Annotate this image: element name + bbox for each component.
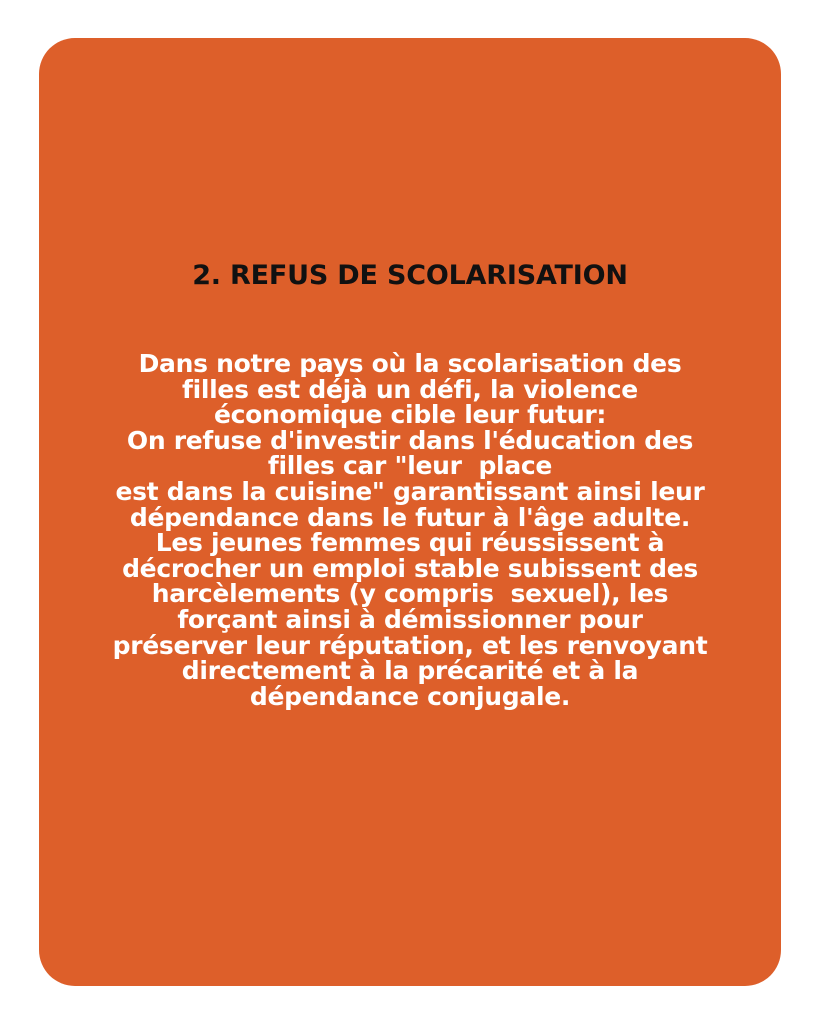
paragraph-line: dépendance conjugale. bbox=[249, 681, 571, 711]
paragraph-line: décrocher un emploi stable subissent des bbox=[122, 553, 698, 583]
card-title: 2. REFUS DE SCOLARISATION bbox=[192, 260, 628, 291]
paragraph-line: filles car "leur place bbox=[267, 451, 553, 481]
card-paragraph bbox=[39, 351, 781, 709]
paragraph-line: préserver leur réputation, et les renvoyant bbox=[112, 630, 708, 660]
paragraph-line: directement à la précarité et à la bbox=[181, 656, 639, 686]
paragraph-line: forçant ainsi à démissionner pour bbox=[177, 604, 643, 634]
paragraph-line: Les jeunes femmes qui réussissent à bbox=[155, 528, 665, 558]
paragraph-line: est dans la cuisine" garantissant ainsi leur bbox=[115, 476, 705, 506]
info-card bbox=[39, 38, 781, 986]
paragraph-line: harcèlements (y compris sexuel), les bbox=[151, 579, 669, 609]
paragraph-line: On refuse d'investir dans l'éducation des bbox=[126, 425, 694, 455]
paragraph-line: Dans notre pays où la scolarisation des bbox=[138, 349, 682, 378]
paragraph-line: dépendance dans le futur à l'âge adulte. bbox=[129, 502, 691, 532]
paragraph-line: économique cible leur futur: bbox=[213, 400, 607, 430]
paragraph-line: filles est déjà un défi, la violence bbox=[182, 374, 638, 404]
